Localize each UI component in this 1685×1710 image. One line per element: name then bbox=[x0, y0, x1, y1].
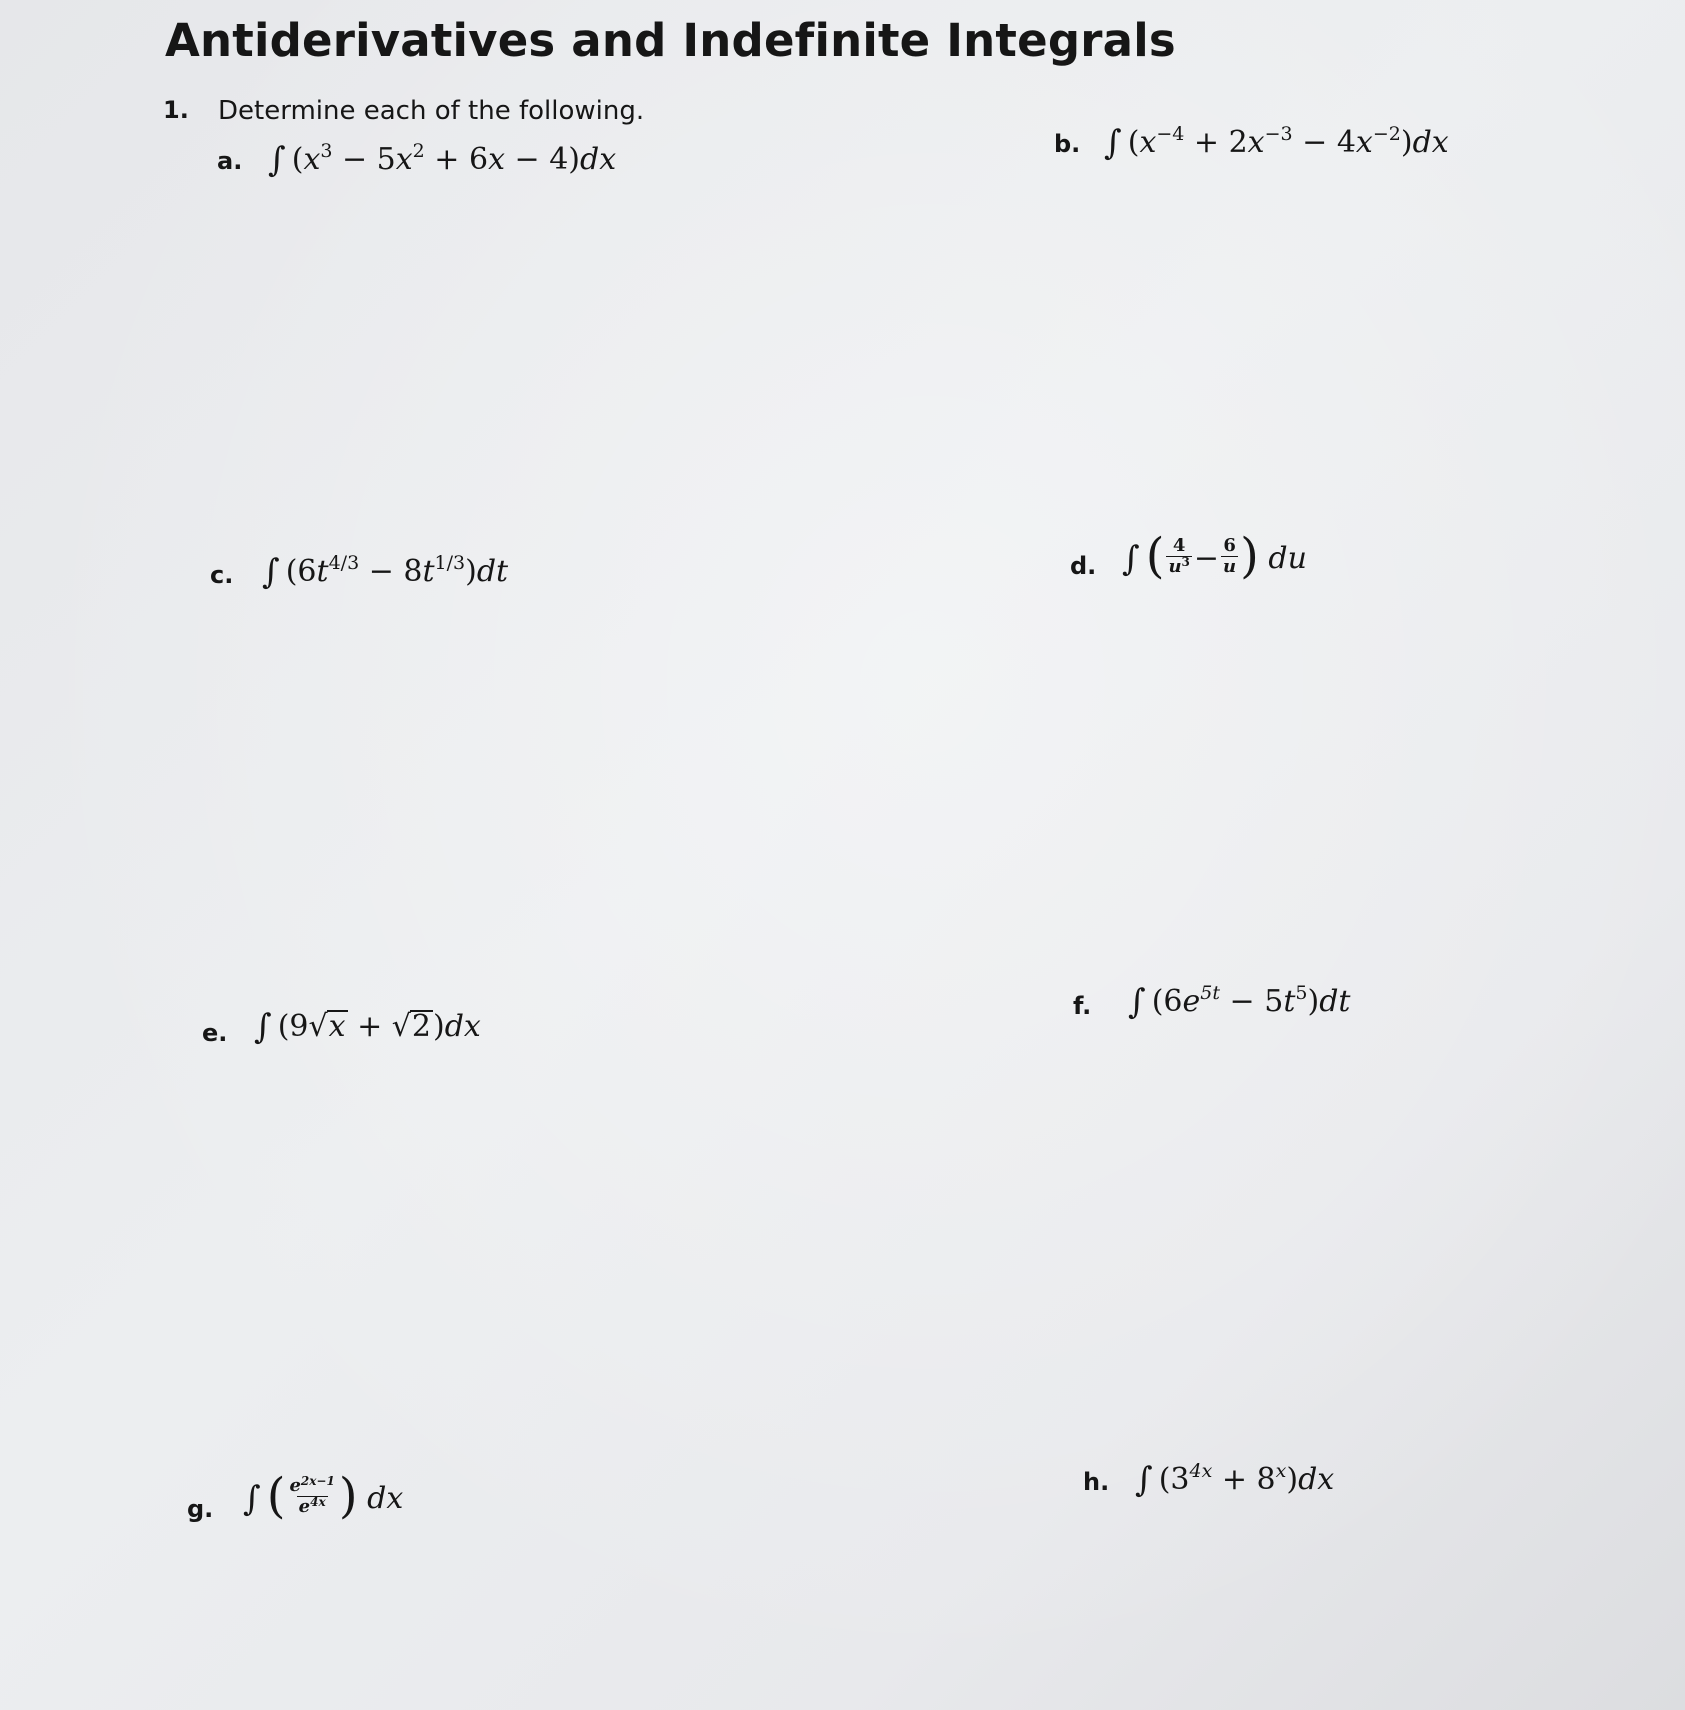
item-c-label: c. bbox=[210, 561, 234, 589]
integral-e: ∫ (9 √ x + √ 2 )dx bbox=[254, 1007, 481, 1047]
item-g-label: g. bbox=[187, 1495, 214, 1523]
integral-sign: ∫ bbox=[254, 1007, 272, 1047]
integral-f: ∫ $(6e^{5t} - 5t^5)dt$ bbox=[1128, 982, 1351, 1022]
question-number: 1. bbox=[163, 96, 189, 124]
sqrt-x: √ x bbox=[308, 1009, 346, 1044]
question-prompt: Determine each of the following. bbox=[218, 96, 645, 126]
item-d-label: d. bbox=[1070, 552, 1097, 580]
integral-b: ∫ $(x^{-4} + 2x^{-3} - 4x^{-2})dx$ bbox=[1104, 123, 1449, 163]
item-f-label: f. bbox=[1073, 992, 1092, 1020]
sqrt-2: √ 2 bbox=[391, 1009, 431, 1044]
item-h-label: h. bbox=[1083, 1468, 1110, 1496]
integral-sign: ∫ bbox=[1135, 1460, 1153, 1500]
integral-c: ∫ $(6t^{4/3} - 8t^{1/3})dt$ bbox=[262, 552, 509, 592]
page-title: Antiderivatives and Indefinite Integrals bbox=[165, 14, 1176, 67]
integral-sign: ∫ bbox=[262, 552, 280, 592]
item-b-label: b. bbox=[1054, 130, 1081, 158]
fraction-4-over-u3: $\frac{4}{u^3}$ bbox=[1168, 535, 1190, 577]
integral-d: ∫ ( $\frac{4}{u^3}$ − $\frac{6}{u}$ ) du bbox=[1122, 528, 1307, 584]
integral-sign: ∫ bbox=[268, 140, 286, 180]
integral-g: ∫ ( $\frac{e^{2x-1}}{e^{4x}}$ ) dx bbox=[243, 1468, 404, 1524]
fraction-6-over-u: $\frac{6}{u}$ bbox=[1223, 535, 1237, 577]
integral-sign: ∫ bbox=[1104, 123, 1122, 163]
integral-sign: ∫ bbox=[1128, 982, 1146, 1022]
integral-h: ∫ $(3^{4x} + 8^x)dx$ bbox=[1135, 1460, 1335, 1500]
fraction-exp: $\frac{e^{2x-1}}{e^{4x}}$ bbox=[289, 1474, 335, 1517]
integral-sign: ∫ bbox=[243, 1479, 261, 1519]
item-e-label: e. bbox=[202, 1019, 228, 1047]
integral-a: ∫ $(x^3 - 5x^2 + 6x - 4)dx$ bbox=[268, 140, 617, 180]
item-a-label: a. bbox=[217, 147, 243, 175]
integral-sign: ∫ bbox=[1122, 539, 1140, 579]
